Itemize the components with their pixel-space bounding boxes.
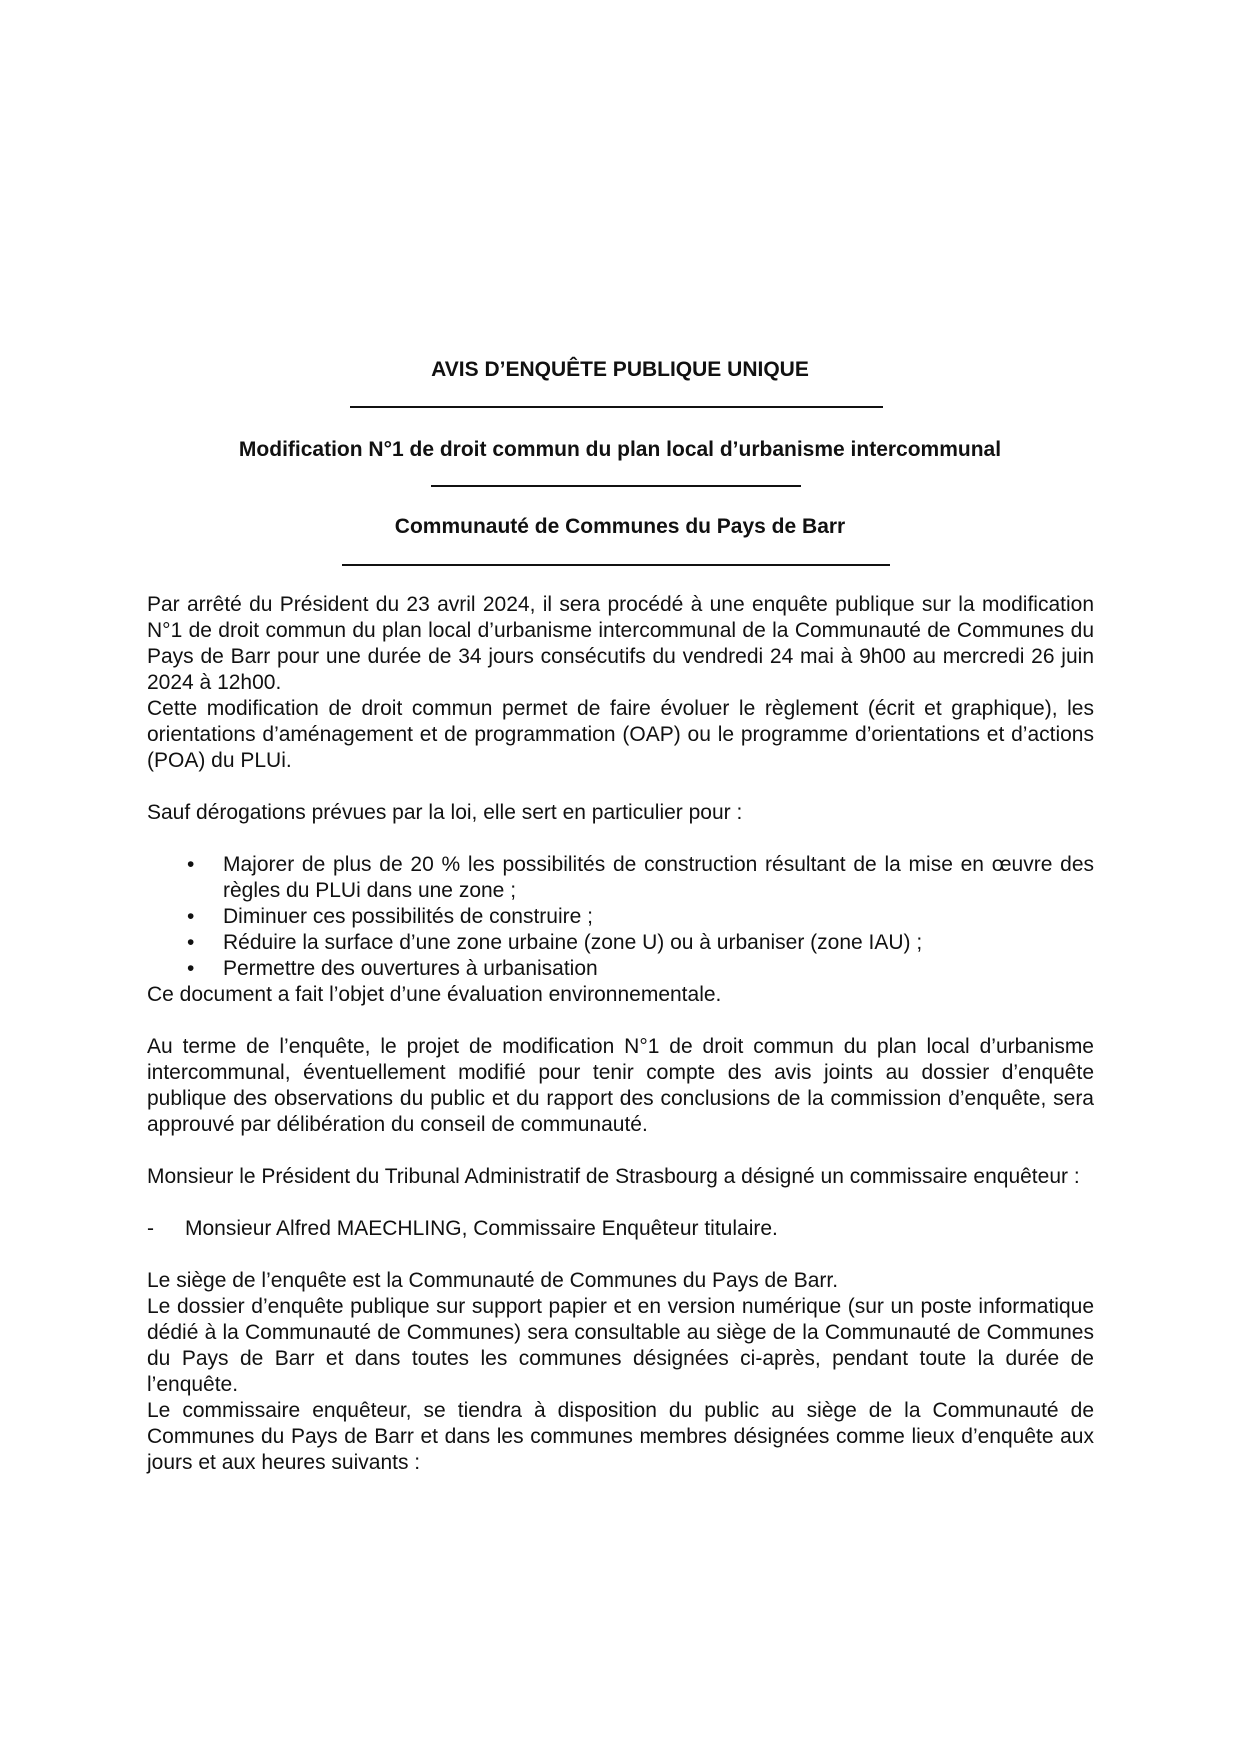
seat-paragraph: Le siège de l’enquête est la Communauté de Communes du Pays de Barr. [147,1269,839,1292]
title-underline [350,406,883,408]
bullet-icon: • [187,931,195,954]
organization-heading: Communauté de Communes du Pays de Barr [394,515,846,538]
tribunal-paragraph: Monsieur le Président du Tribunal Administratif de Strasbourg a désigné un commissaire enquêteur : [147,1165,1080,1188]
bullet-icon: • [187,957,195,980]
list-item-text: Permettre des ouvertures à urbanisation [223,957,598,980]
organization-underline [342,564,890,566]
dash-icon: - [147,1217,154,1240]
list-item-text: Diminuer ces possibilités de construire ; [223,905,593,928]
purpose-paragraph: Cette modification de droit commun permet de faire évoluer le règlement (écrit et graphique), les orientations d’aménagement et de programmation (OAP) ou le programme d’orientations et d’actions (POA) du PLUi. [147,697,1094,772]
list-item [147,852,1094,904]
commissioner-item [147,1216,1094,1242]
list-item [147,956,1094,982]
page-subtitle: Modification N°1 de droit commun du plan local d’urbanisme intercommunal [238,438,1002,461]
availability-paragraph: Le commissaire enquêteur, se tiendra à disposition du public au siège de la Communauté de Communes du Pays de Barr et dans les communes membres désignées comme lieux d’enquête aux jours et aux heures suivants : [147,1399,1094,1474]
intro-paragraph: Par arrêté du Président du 23 avril 2024, il sera procédé à une enquête publique sur la modification N°1 de droit commun du plan local d’urbanisme intercommunal de la Communauté de Communes du Pays de Barr pour une durée de 34 jours consécutifs du vendredi 24 mai à 9h00 au mercredi 26 juin 2024 à 12h00. [147,593,1094,694]
page-title: AVIS D’ENQUÊTE PUBLIQUE UNIQUE [431,358,809,381]
subtitle-underline [431,485,801,487]
conclusion-paragraph: Au terme de l’enquête, le projet de modification N°1 de droit commun du plan local d’urbanisme intercommunal, éventuellement modifié pour tenir compte des avis joints au dossier d’enquête publique des observations du public et du rapport des conclusions de la commission d’enquête, sera approuvé par délibération du conseil de communauté. [147,1035,1094,1136]
dossier-paragraph: Le dossier d’enquête publique sur support papier et en version numérique (sur un poste informatique dédié à la Communauté de Communes) sera consultable au siège de la Communauté de Communes du Pays de Barr et dans toutes les communes désignées ci-après, pendant toute la durée de l’enquête. [147,1295,1094,1396]
commissioner-text: Monsieur Alfred MAECHLING, Commissaire Enquêteur titulaire. [185,1217,778,1240]
evaluation-paragraph: Ce document a fait l’objet d’une évaluation environnementale. [147,983,722,1006]
derogation-list [147,852,1094,982]
list-item-text: Réduire la surface d’une zone urbaine (zone U) ou à urbaniser (zone IAU) ; [223,931,923,954]
bullet-icon: • [187,853,195,876]
list-item-text: Majorer de plus de 20 % les possibilités de construction résultant de la mise en œuvre des règles du PLUi dans une zone ; [223,853,1094,902]
bullet-icon: • [187,905,195,928]
list-item [147,904,1094,930]
notice-body [147,592,1094,1476]
list-item [147,930,1094,956]
derogation-intro: Sauf dérogations prévues par la loi, elle sert en particulier pour : [147,801,743,824]
